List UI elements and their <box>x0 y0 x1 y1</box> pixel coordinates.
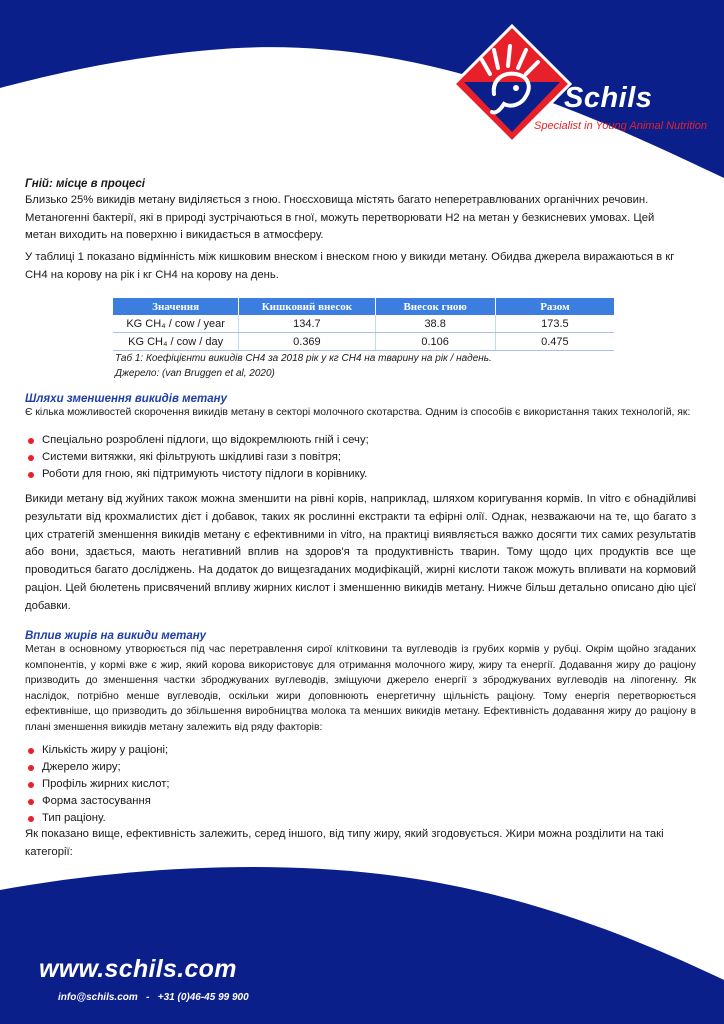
list-item <box>28 432 688 449</box>
list-item-text: Кількість жиру у раціоні; <box>42 744 169 756</box>
text-line: метан виходить на поверхню і викидається в атмосферу. <box>25 229 324 241</box>
text-line: Як показано вище, ефективність залежить, серед іншого, від типу жиру, який згодовується. Жири можна розділити на такі <box>25 828 664 840</box>
manure-paragraph-1 <box>25 192 705 245</box>
table-cell: 38.8 <box>375 315 495 333</box>
text-line: У таблиці 1 показано відмінність між кишковим внеском і внеском гною у викиди метану. Обидва джерела виражаються в кг <box>25 251 675 263</box>
bullet-icon <box>28 748 34 754</box>
table-cell: KG CH₄ / cow / year <box>113 315 239 333</box>
bullet-icon <box>28 438 34 444</box>
table-cell: 173.5 <box>495 315 614 333</box>
table-cell: 0.475 <box>495 333 614 351</box>
reduction-paragraph: Викиди метану від жуйних також можна зменшити на рівні корів, наприклад, шляхом коригування кормів. In vitro є обнадійливі результати від крохмалистих дієт і добавок, таких як рослинні екстракти та ефірні олії. Однак, незважаючи на те, що багато з цих стратегій зменшення викидів метану є ефективними in vitro, на практиці виявляється важко досягти тих самих результатів або вони, здається, мають негативний вплив на здоров'я та продуктивність тварин. Тому щодо цих продуктів все ще проводиться багато досліджень. На додаток до вищезгаданих модифікацій, жирні кислоти також можуть впливати на кормовий раціон. Цей бюлетень присвячений впливу жирних кислот і зменшенню викидів метану. Нижче більш детально описано дію цієї добавки. <box>25 493 696 612</box>
reduction-heading: Шляхи зменшення викидів метану <box>25 393 227 405</box>
bullet-icon <box>28 455 34 461</box>
list-item-text: Спеціально розроблені підлоги, що відокремлюють гній і сечу; <box>42 434 369 446</box>
table-header: Разом <box>495 298 614 315</box>
caption-source: Джерело: (van Bruggen et al, 2020) <box>115 368 275 379</box>
list-item-text: Джерело жиру; <box>42 761 121 773</box>
bullet-icon <box>28 765 34 771</box>
table-caption <box>115 351 635 381</box>
table-header-row <box>113 298 614 315</box>
schils-logo[interactable] <box>452 24 724 144</box>
bullet-icon <box>28 799 34 805</box>
list-item <box>28 466 688 483</box>
list-item-text: Тип раціону. <box>42 812 106 824</box>
table-header: Кишковий внесок <box>239 298 375 315</box>
bullet-icon <box>28 816 34 822</box>
text-line: CH4 на корову на рік і кг CH4 на корову на день. <box>25 268 279 281</box>
bullet-icon <box>28 782 34 788</box>
table-header: Внесок гною <box>375 298 495 315</box>
table-row <box>113 333 614 351</box>
brand-tagline: Specialist in Young Animal Nutrition <box>534 120 708 132</box>
list-item-text: Системи витяжки, які фільтрують шкідливі гази з повітря; <box>42 451 341 463</box>
manure-heading: Гній: місце в процесі <box>25 178 145 190</box>
fats-heading: Вплив жирів на викиди метану <box>25 630 207 642</box>
text-line: Близько 25% викидів метану виділяється з гною. Гноєсховища містять багато неперетравлюваних органічних речовин. <box>25 194 649 206</box>
emissions-table <box>113 298 614 351</box>
bullet-icon <box>28 472 34 478</box>
list-item <box>28 742 428 759</box>
fats-factors-list <box>28 742 428 827</box>
manure-paragraph-2 <box>25 249 705 284</box>
table-cell: 0.369 <box>239 333 375 351</box>
text-line: категорії: <box>25 845 73 858</box>
fats-closing <box>25 826 705 861</box>
table-cell: 0.106 <box>375 333 495 351</box>
table-cell: 134.7 <box>239 315 375 333</box>
brand-name: Schils <box>564 82 653 114</box>
table-header: Значення <box>113 298 239 315</box>
list-item <box>28 810 428 827</box>
contact-info[interactable]: info@schils.com - +31 (0)46-45 99 900 <box>58 992 249 1003</box>
fats-paragraph: Метан в основному утворюється під час перетравлення сирої клітковини та вуглеводів із грубих кормів у рубці. Окрім щойно згаданих компонентів, у кормі вже є жир, який корова використовує для отримання молочного жиру, жиру та енергії. Додавання жиру до раціону призводить до зменшення частки зброджуваних вуглеводів, зміщуючи джерело енергії з зброджуваних вуглеводів на ліпогенну. Як наслідок, потрібно менше вуглеводів, оскільки жири доповнюють енергетичну щільність раціону. Тому енергія перетворюється ефективніше, що призводить до збільшення виробництва молока та менших викидів метану. Ефективність додавання жиру до раціону в плані зменшення викидів метану залежить від ряду факторів: <box>25 644 696 733</box>
list-item-text: Профіль жирних кислот; <box>42 778 170 790</box>
list-item <box>28 759 428 776</box>
table-cell: KG CH₄ / cow / day <box>113 333 239 351</box>
list-item <box>28 776 428 793</box>
caption-line: Таб 1: Коефіцієнти викидів CH4 за 2018 рік у кг CH4 на тварину на рік / надень. <box>115 353 492 364</box>
list-item-text: Форма застосування <box>42 795 151 807</box>
text-line: Метаногенні бактерії, які в природі зустрічаються в гної, можуть перетворювати H2 на метан у безкисневих умовах. Цей <box>25 211 655 224</box>
website-link[interactable]: www.schils.com <box>39 955 237 983</box>
table-row <box>113 315 614 333</box>
reduction-list <box>28 432 688 483</box>
list-item <box>28 793 428 810</box>
reduction-intro: Є кілька можливостей скорочення викидів метану в секторі молочного скотарства. Одним із способів є використання таких технологій, як: <box>25 407 691 418</box>
list-item <box>28 449 688 466</box>
list-item-text: Роботи для гною, які підтримують чистоту підлоги в корівнику. <box>42 468 368 480</box>
